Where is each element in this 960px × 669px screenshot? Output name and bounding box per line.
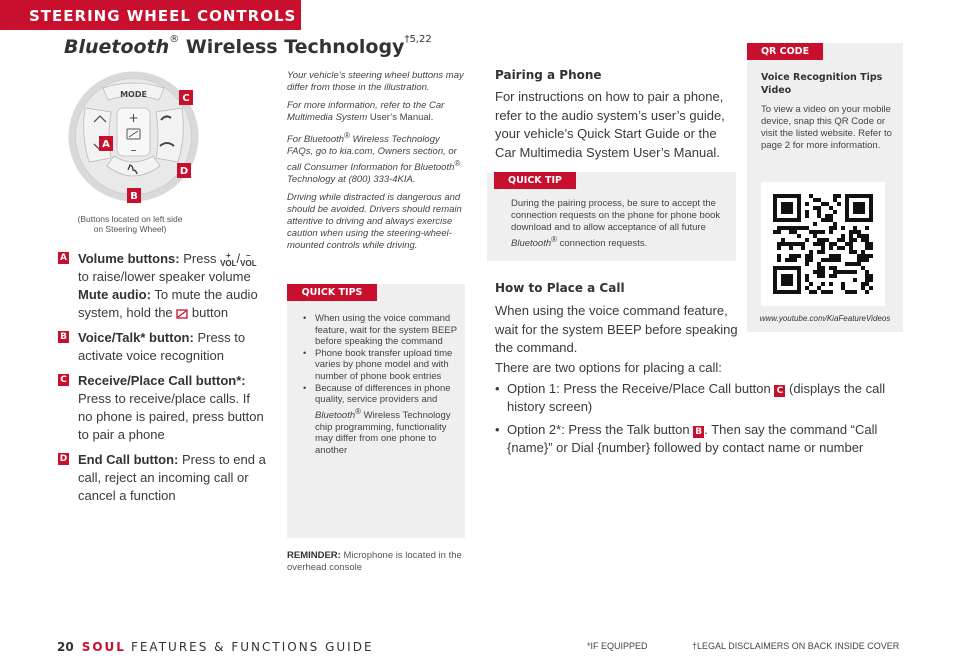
page-title [64,36,432,58]
badge-b: B [58,331,69,343]
list-item: • Option 2*: Press the Talk button B . Then say the command “Call {name}” or Dial {number} followed by contact name or number [495,421,895,457]
place-call-heading: How to Place a Call [495,281,625,295]
place-call-options-intro: There are two options for placing a call: [495,360,722,375]
mode-label: MODE [120,90,147,99]
control-volume: A Volume buttons: Press + VOL/ – VOL to raise/lower speaker volume Mute audio: To mute the audio system, hold the button [58,250,268,322]
list-item: • Option 1: Press the Receive/Place Call button C (displays the call history screen) [495,380,895,416]
place-call-body: When using the voice command feature, wait for the system BEEP before speaking the command. [495,303,738,355]
note-faqs: For Bluetooth® Wireless Technology FAQs, go to kia.com, Owners section, or call Consumer Information for Bluetooth® Technology at (800) 333-4KIA. [287,131,461,186]
svg-text:D: D [179,166,189,177]
section-tab: STEERING WHEEL CONTROLS [0,0,301,30]
footer-legal: †LEGAL DISCLAIMERS ON BACK INSIDE COVER [692,641,900,651]
steering-wheel-illustration [67,70,200,203]
title-bluetooth: Bluetooth [64,36,170,58]
quick-tip-label: QUICK TIP [494,172,576,189]
footer-if-equipped: *IF EQUIPPED [587,641,648,651]
page-number: 20 [57,640,74,654]
vol-minus-icon: – [130,143,137,157]
pairing-heading: Pairing a Phone [495,68,602,82]
svg-text:B: B [130,191,138,202]
control-voice-talk: B Voice/Talk* button: Press to activate voice recognition [58,329,268,365]
qr-frame [761,182,885,306]
svg-text:C: C [182,93,190,104]
note-distracted: Driving while distracted is dangerous and should be avoided. Drivers should remain attentive to driving and always exercise caution when using the steering-wheel-mounted controls while driving. [287,192,462,252]
italic-notes [287,70,467,258]
title-reg: ® [169,34,180,45]
svg-text:A: A [102,139,110,150]
list-item: • When using the voice command feature, wait for the system BEEP before speaking the command [298,313,460,348]
controls-list [58,250,268,512]
badge-d: D [59,454,68,464]
badge-b: B [693,426,704,438]
badge-c: C [58,374,69,386]
qr-body: To view a video on your mobile device, snap this QR Code or visit the listed website. Refer to page 2 for more information. [761,104,892,151]
qr-url[interactable]: www.youtube.com/KiaFeatureVideos [759,314,891,323]
qr-code-image[interactable] [761,182,885,306]
reminder-note: REMINDER: Microphone is located in the overhead console [287,550,462,573]
badge-c: C [774,385,785,397]
list-item: • Because of differences in phone quality, service providers and Bluetooth® Wireless Technology chip programming, functionality may differ from one phone to another [298,383,460,457]
title-footnote: †5,22 [404,34,432,45]
quick-tip-text: During the pairing process, be sure to accept the connection requests on the phone for phone book download and to allow acceptance of all future Bluetooth® connection requests. [511,198,721,250]
qr-title: Voice Recognition Tips Video [761,72,883,96]
control-receive-call: C Receive/Place Call button*: Press to receive/place calls. If no phone is paired, press button to pair a phone [58,372,268,444]
qr-code-label: QR CODE [747,43,823,60]
badge-a: A [58,252,69,264]
note-more-info: For more information, refer to the Car Multimedia System User’s Manual. [287,100,445,123]
vol-down-icon: – VOL [240,250,257,268]
control-end-call: D End Call button: Press to end a call, reject an incoming call or cancel a function [59,452,266,503]
quick-tips-list [298,313,460,456]
note-wheel-differs: Your vehicle’s steering wheel buttons may differ from those in the illustration. [287,70,464,93]
footer-guide: 20 SOUL FEATURES & FUNCTIONS GUIDE [57,640,374,654]
place-call-options [495,380,895,462]
quick-tips-label: QUICK TIPS [287,284,377,301]
vol-plus-icon: + [128,111,139,125]
wheel-caption: (Buttons located on left side on Steering Wheel) [77,214,183,234]
vol-up-icon: + VOL [220,250,237,268]
model-name: SOUL [81,640,126,654]
mute-button-icon [176,308,188,320]
list-item: • Phone book transfer upload time varies by phone model and with number of phone book entries [298,348,460,383]
title-rest: Wireless Technology [179,36,405,58]
pairing-body: For instructions on how to pair a phone, refer to the audio system’s user’s guide, your vehicle’s Quick Start Guide or the Car Multimedia System User’s Manual. [495,89,725,160]
